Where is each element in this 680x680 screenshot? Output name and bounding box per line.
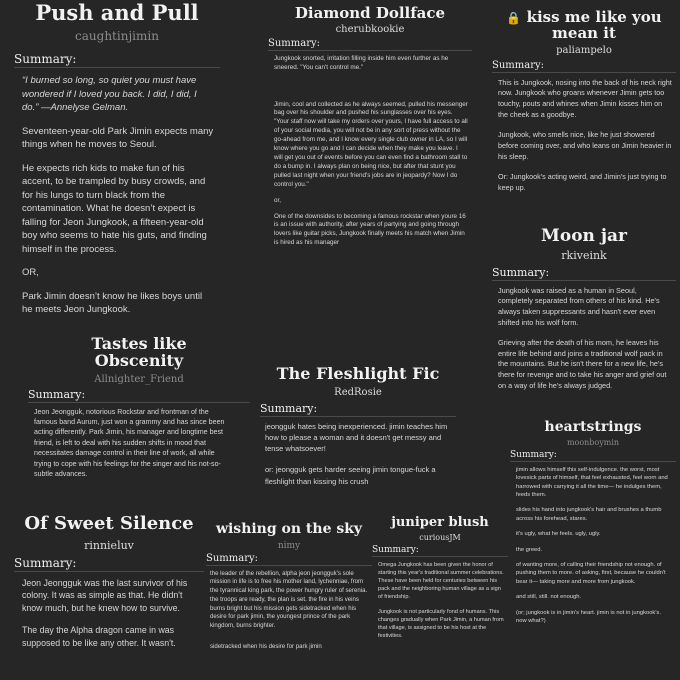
- summary-paragraph: Park Jimin doesn’t know he likes boys until he meets Jeon Jungkook.: [22, 290, 203, 316]
- summary-text: [510, 462, 676, 626]
- fic-card-diamond-dollface: [268, 6, 472, 352]
- summary-text: [14, 572, 204, 649]
- summary-paragraph: He expects rich kids to make fun of his accent, to be trampled by busy crowds, and for his lungs to turn black from the contamination. What he doesn’t expect is falling for Jeon Jungkook, a fifteen-year-old boy who seems to hate his guts, and finding himself in the process.: [22, 162, 207, 255]
- summary-paragraph: One of the downsides to becoming a famous rockstar when youre 16 is an issue with authority, after years of partying and going through lovers like guitar picks, Jungkook finally meets his match when Jimin is hired as his manager: [274, 212, 466, 247]
- summary-paragraph: Jimin, cool and collected as he always seemed, pulled his messenger bag over his shoulder and pushed his sunglasses over his eyes. "Your staff now will take my orders over yours, I have full access to all of your social media, you will not be in any sort of press without the go-ahead from me, and I know every single club owner in LA, so I will know where you go and I can decide when they make you leave. I will get you out of events before you can even find a bathroom stall to do a bump in. I always plan on being nice, but after that stunt you pulled last night when your friend's jobs are in jeopardy? Now I do control you.": [274, 100, 468, 188]
- fic-title-text: kiss me like you mean it: [526, 10, 662, 42]
- summary-label: Summary:: [206, 553, 372, 566]
- fic-card-tastes-like-obscenity: [28, 336, 250, 512]
- lock-icon: 🔒: [506, 11, 522, 25]
- fic-title[interactable]: wishing on the sky: [215, 522, 363, 537]
- summary-paragraph: The day the Alpha dragon came in was supposed to be like any other. It wasn't.: [22, 625, 176, 648]
- fic-card-kiss-me: [492, 10, 676, 226]
- summary-label: Summary:: [268, 38, 472, 51]
- fic-card-moon-jar: [492, 228, 676, 418]
- summary-paragraph: This is Jungkook, nosing into the back of his neck right now. Jungkook who groans whenever Jimin gets too touchy, pouts and whines when Jimin kisses him on the cheek as a goodbye.: [498, 77, 672, 119]
- summary-label: Summary:: [28, 388, 250, 403]
- summary-paragraph: Jungkook snorted, irritation filling inside him even further as he sneered. "You can't control me.": [274, 54, 449, 71]
- summary-paragraph: Grieving after the death of his mom, he leaves his entire life behind and joins a traditional wolf pack in the mountains. But he isn't there for a new life, he's there for revenge and to take his anger and grief out on a way of life he's always judged.: [498, 338, 667, 390]
- summary-paragraph: or,: [274, 196, 282, 204]
- summary-paragraph: and still, still. not enough.: [516, 594, 582, 601]
- fic-author[interactable]: RedRosie: [334, 386, 382, 398]
- fic-card-juniper-blush: [372, 516, 508, 680]
- summary-paragraph: Jeon Jeongguk, notorious Rockstar and frontman of the famous band Aurum, just won a grammy and has since been acting differently. Park Jimin, his manager and longtime best friend, is left to deal with his sudden shifts in mood that necessitates damage control in their line of work, all while trying to cope with his feelings for the singer and his not-so-subtle advances.: [34, 407, 225, 479]
- fic-author[interactable]: curiousJM: [419, 532, 461, 542]
- summary-paragraph: slides his hand into jungkook's hair and brushes a thumb across his forehead, stares.: [516, 507, 662, 522]
- summary-paragraph: jimin allows himself this self-indulgence. the worst, most lovesick parts of himself, that feel exhausted, feel worn and harrowed with carrying it all the time— he indulges them, feeds them.: [516, 466, 668, 498]
- fic-author[interactable]: caughtinjimin: [75, 29, 159, 44]
- summary-paragraph: Omega Jungkook has been given the honor of starting this year's traditional summer celebrations. These have been held for centuries between his pack and the neighboring human village as a sign of friendship.: [378, 561, 504, 600]
- fic-author[interactable]: cherubkookie: [335, 23, 405, 35]
- fic-title[interactable]: Moon jar: [541, 228, 627, 246]
- fic-author[interactable]: nimy: [277, 540, 301, 551]
- fic-card-heartstrings: [510, 420, 676, 680]
- summary-text: [206, 566, 372, 652]
- summary-paragraph: jeongguk hates being inexperienced. jimin teaches him how to please a woman and it doesn't get messy and tense whatsoever!: [265, 421, 448, 454]
- fic-title[interactable]: heartstrings: [544, 420, 642, 435]
- summary-paragraph: sidetracked when his desire for park jimin: [210, 642, 322, 650]
- fic-card-push-and-pull: [14, 0, 220, 330]
- summary-paragraph: the greed.: [516, 546, 543, 553]
- summary-paragraph: Jungkook, who smells nice, like he just showered before coming over, and who leans on Jimin heavier in his sleep.: [498, 130, 672, 161]
- summary-paragraph: the leader of the rebellion, alpha jeon jeongguk's sole mission in life is to free his mother land, lychenniae, from the tyrannical king park, the power hungry ruler of serenia. the troops are ready, the plan is set. the fire in his veins burns bright but his mission gets sidetracked when his desire for park jimin, the youngest prince of the park kingdom, burns brighter.: [210, 569, 368, 629]
- summary-text: [492, 281, 676, 391]
- summary-paragraph: Jungkook is not particularly fond of humans. This changes gradually when Park Jimin, a human from that village, is assigned to be his host at the festivities.: [378, 608, 504, 639]
- summary-label: Summary:: [510, 450, 676, 462]
- fic-author[interactable]: rinnieluv: [84, 538, 134, 552]
- fic-title[interactable]: juniper blush: [391, 516, 489, 530]
- summary-paragraph: (or; jungkook is in jimin's heart. jimin is not in jungkook's. now what?): [516, 609, 661, 624]
- fic-author[interactable]: rkiveink: [561, 248, 607, 262]
- fic-title[interactable]: Push and Pull: [35, 0, 199, 25]
- fic-author[interactable]: paliampelo: [556, 44, 612, 56]
- summary-text: [268, 51, 472, 248]
- summary-text: [260, 417, 456, 487]
- fic-card-of-sweet-silence: [14, 512, 204, 680]
- summary-text: [372, 557, 508, 640]
- summary-label: Summary:: [372, 545, 508, 557]
- summary-text: [492, 73, 676, 194]
- summary-paragraph: it's ugly, what he feels. ugly, ugly.: [516, 531, 601, 538]
- summary-paragraph: or: jeongguk gets harder seeing jimin tongue-fuck a fleshlight than kissing his crush: [265, 465, 436, 486]
- summary-paragraph: Or: Jungkook's acting weird, and Jimin's just trying to keep up.: [498, 172, 667, 193]
- fic-title[interactable]: The Fleshlight Fic: [276, 366, 440, 383]
- fic-author[interactable]: Allnighter_Friend: [94, 373, 184, 385]
- fic-author[interactable]: moonboymin: [566, 437, 620, 447]
- summary-label: Summary:: [492, 60, 676, 73]
- summary-paragraph: “I burned so long, so quiet you must have wondered if I loved you back. I did, I did, I do.” —Annelyse Gelman.: [22, 75, 197, 114]
- fic-title[interactable]: Diamond Dollface: [294, 6, 446, 22]
- fic-card-fleshlight-fic: [260, 366, 456, 506]
- summary-paragraph: of wanting more, of calling their friendship not enough. of pushing them to more. of asking, first, because he couldn't bear it— taking more and more from jungkook.: [516, 561, 666, 585]
- summary-paragraph: OR,: [22, 267, 39, 279]
- summary-label: Summary:: [14, 556, 204, 572]
- fic-card-wishing-on-the-sky: [206, 522, 372, 680]
- summary-paragraph: Jeon Jeongguk was the last survivor of his colony. It was as simple as that. He didn't know much, but he knew how to survive.: [22, 577, 188, 613]
- summary-label: Summary:: [260, 402, 456, 417]
- summary-paragraph: Seventeen-year-old Park Jimin expects many things when he moves to Seoul.: [22, 125, 214, 151]
- summary-label: Summary:: [14, 52, 220, 68]
- fic-title[interactable]: Of Sweet Silence: [24, 513, 194, 534]
- summary-text: [28, 403, 250, 480]
- fic-title[interactable]: [492, 10, 676, 42]
- fic-title[interactable]: Tastes like Obscenity: [91, 336, 187, 370]
- summary-paragraph: Jungkook was raised as a human in Seoul, completely separated from others of his kind. He's always taken suppressants and hasn't ever even shifted into his wolf form.: [498, 285, 660, 327]
- summary-label: Summary:: [492, 266, 676, 281]
- summary-text: [14, 68, 220, 317]
